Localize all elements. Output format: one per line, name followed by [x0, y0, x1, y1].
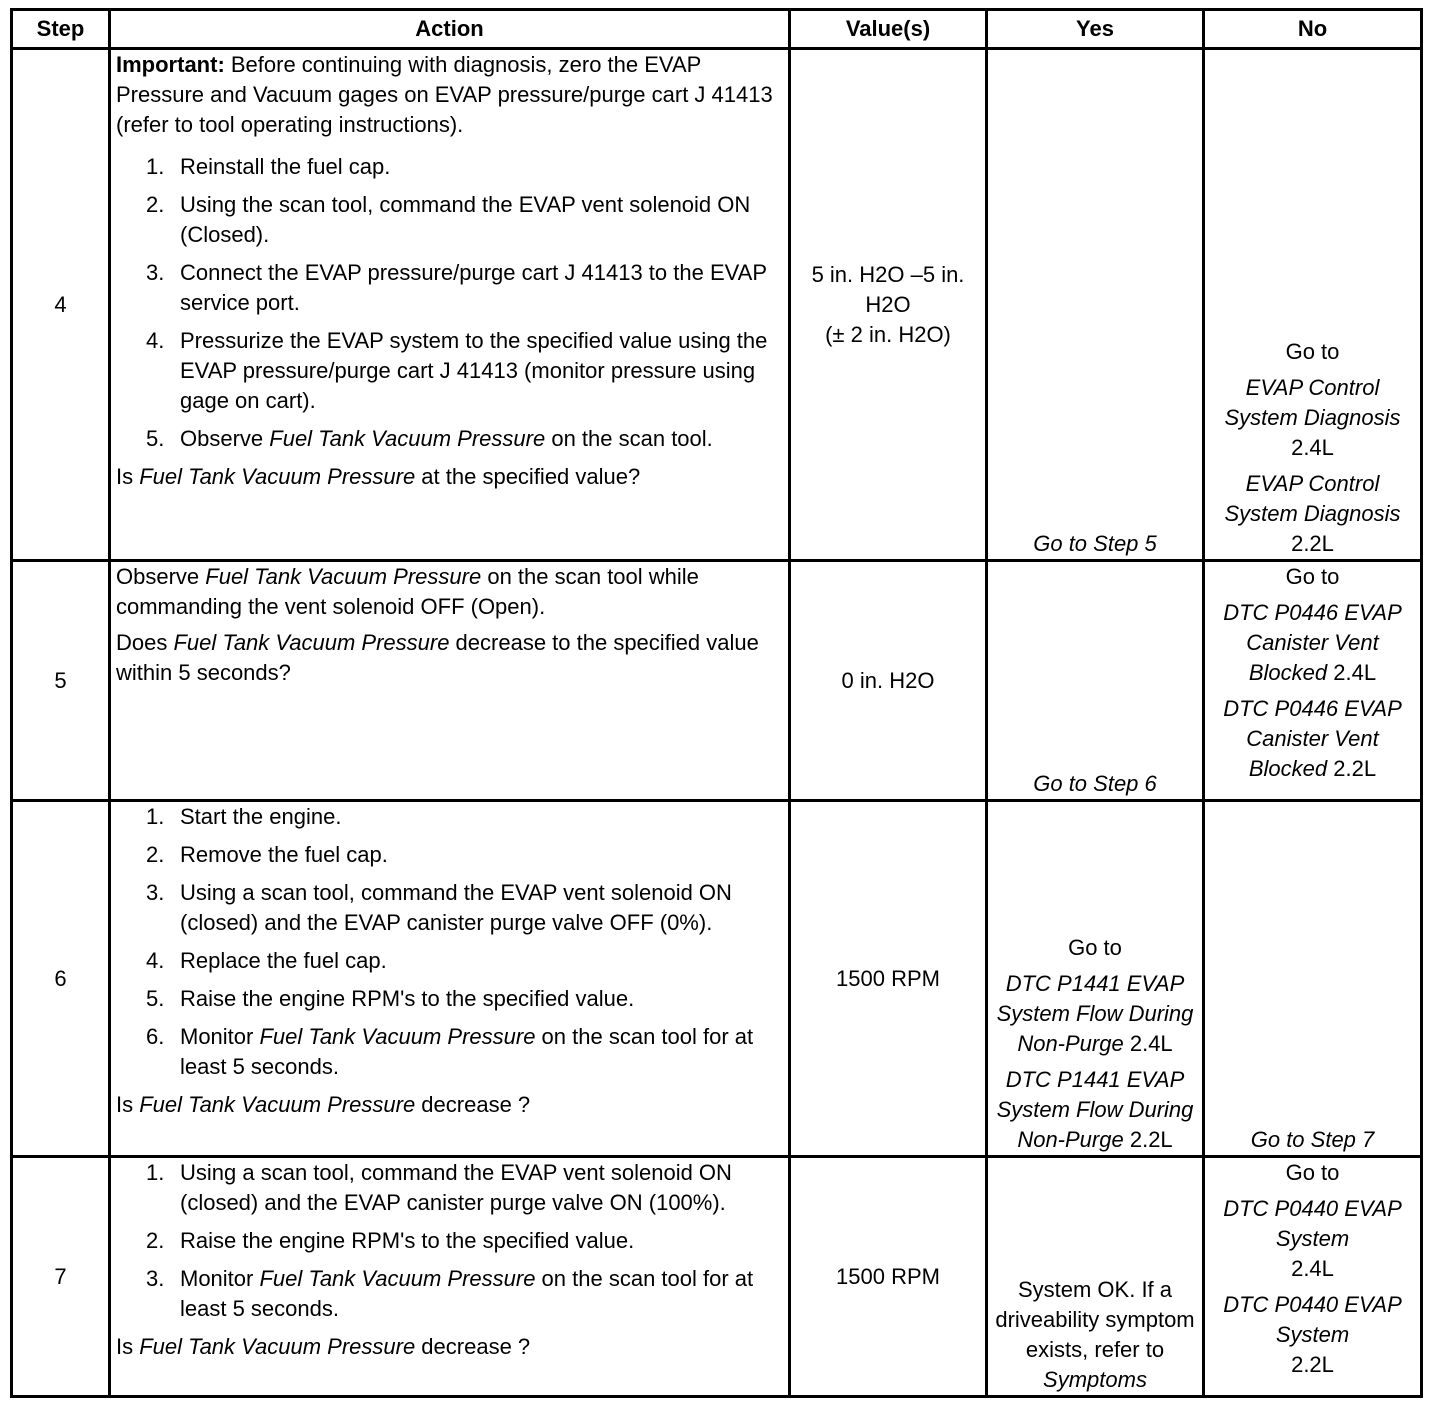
- list-item: 1. Reinstall the fuel cap.: [146, 154, 391, 179]
- list-item: 1. Using a scan tool, command the EVAP vent solenoid ON (closed) and the EVAP canister purge valve ON (100%).: [146, 1160, 732, 1215]
- list-item: 3. Using a scan tool, command the EVAP vent solenoid ON (closed) and the EVAP canister purge valve OFF (0%).: [146, 880, 732, 935]
- list-item: 4. Replace the fuel cap.: [146, 948, 387, 973]
- yes-cell: System OK. If a driveability symptom exists, refer to Symptoms: [987, 1157, 1204, 1397]
- question-text: Does Fuel Tank Vacuum Pressure decrease to the specified value within 5 seconds?: [116, 630, 759, 685]
- action-cell: Observe Fuel Tank Vacuum Pressure on the scan tool while commanding the vent solenoid OFF (Open). Does Fuel Tank Vacuum Pressure decrease to the specified value within 5 seconds?: [110, 561, 790, 801]
- step-number: 5: [12, 561, 110, 801]
- list-item: 6. Monitor Fuel Tank Vacuum Pressure on the scan tool for at least 5 seconds.: [146, 1024, 754, 1079]
- table-row-step-4: [12, 49, 1422, 561]
- list-item: 3. Monitor Fuel Tank Vacuum Pressure on the scan tool for at least 5 seconds.: [146, 1266, 754, 1321]
- action-cell: [110, 49, 790, 561]
- reference-entry: DTC P0446 EVAP Canister Vent Blocked 2.2L: [1223, 696, 1402, 781]
- step-number: 4: [12, 49, 110, 561]
- value-cell: 1500 RPM: [790, 1157, 987, 1397]
- step-number: 7: [12, 1157, 110, 1397]
- step-number: 6: [12, 801, 110, 1157]
- step-list: [116, 1158, 783, 1324]
- question-text: Is Fuel Tank Vacuum Pressure decrease ?: [116, 1334, 531, 1359]
- yes-cell: [987, 49, 1204, 561]
- list-item: 4. Pressurize the EVAP system to the specified value using the EVAP pressure/purge cart J 41413 (monitor pressure using gage on cart).: [146, 328, 768, 413]
- yes-cell: [987, 561, 1204, 801]
- header-values: Value(s): [790, 10, 987, 49]
- diagnostic-table: [10, 8, 1423, 1398]
- question-text: Is Fuel Tank Vacuum Pressure at the specified value?: [116, 464, 641, 489]
- list-item: 5. Raise the engine RPM's to the specified value.: [146, 986, 635, 1011]
- reference-entry: DTC P0446 EVAP Canister Vent Blocked 2.4L: [1223, 600, 1402, 685]
- list-item: 3. Connect the EVAP pressure/purge cart J 41413 to the EVAP service port.: [146, 260, 767, 315]
- action-cell: [110, 1157, 790, 1397]
- yes-cell: Go to DTC P1441 EVAP System Flow During Non-Purge 2.4L DTC P1441 EVAP System Flow During Non-Purge 2.2L: [987, 801, 1204, 1157]
- step-list: [116, 152, 783, 454]
- list-item: 5. Observe Fuel Tank Vacuum Pressure on the scan tool.: [146, 426, 713, 451]
- no-cell: Go to DTC P0446 EVAP Canister Vent Blocked 2.4L DTC P0446 EVAP Canister Vent Blocked 2.2L: [1204, 561, 1422, 801]
- reference-entry: DTC P0440 EVAP System 2.2L: [1223, 1292, 1402, 1377]
- step-list: [116, 802, 783, 1082]
- value-cell: 5 in. H2O –5 in. H2O (± 2 in. H2O): [790, 49, 987, 561]
- symptoms-reference: Symptoms: [1043, 1367, 1147, 1392]
- no-cell: Go to DTC P0440 EVAP System 2.4L DTC P0440 EVAP System 2.2L: [1204, 1157, 1422, 1397]
- list-item: 1. Start the engine.: [146, 804, 342, 829]
- important-text: Before continuing with diagnosis, zero the EVAP Pressure and Vacuum gages on EVAP pressure/purge cart J 41413 (refer to tool operating instructions).: [116, 52, 773, 137]
- header-row: [12, 10, 1422, 49]
- reference-entry: EVAP Control System Diagnosis 2.2L: [1224, 471, 1401, 556]
- important-label: Important:: [116, 52, 225, 77]
- table-row-step-7: [12, 1157, 1422, 1397]
- reference-entry: DTC P0440 EVAP System 2.4L: [1223, 1196, 1402, 1281]
- list-item: 2. Raise the engine RPM's to the specified value.: [146, 1228, 635, 1253]
- value-cell: 1500 RPM: [790, 801, 987, 1157]
- value-cell: 0 in. H2O: [790, 561, 987, 801]
- reference-entry: EVAP Control System Diagnosis 2.4L: [1224, 375, 1401, 460]
- header-yes: Yes: [987, 10, 1204, 49]
- header-step: Step: [12, 10, 110, 49]
- reference-entry: DTC P1441 EVAP System Flow During Non-Purge 2.2L: [996, 1067, 1194, 1152]
- no-cell: [1204, 801, 1422, 1157]
- goto-step-link: Go to Step 7: [1250, 1127, 1375, 1152]
- header-no: No: [1204, 10, 1422, 49]
- header-action: Action: [110, 10, 790, 49]
- no-cell: Go to EVAP Control System Diagnosis 2.4L EVAP Control System Diagnosis 2.2L: [1204, 49, 1422, 561]
- reference-entry: DTC P1441 EVAP System Flow During Non-Purge 2.4L: [996, 971, 1194, 1056]
- question-text: Is Fuel Tank Vacuum Pressure decrease ?: [116, 1092, 531, 1117]
- list-item: 2. Using the scan tool, command the EVAP vent solenoid ON (Closed).: [146, 192, 751, 247]
- table-row-step-5: [12, 561, 1422, 801]
- important-note: [116, 50, 783, 140]
- action-cell: [110, 801, 790, 1157]
- goto-step-link: Go to Step 6: [1033, 771, 1157, 796]
- table-row-step-6: [12, 801, 1422, 1157]
- list-item: 2. Remove the fuel cap.: [146, 842, 388, 867]
- goto-step-link: Go to Step 5: [1033, 531, 1157, 556]
